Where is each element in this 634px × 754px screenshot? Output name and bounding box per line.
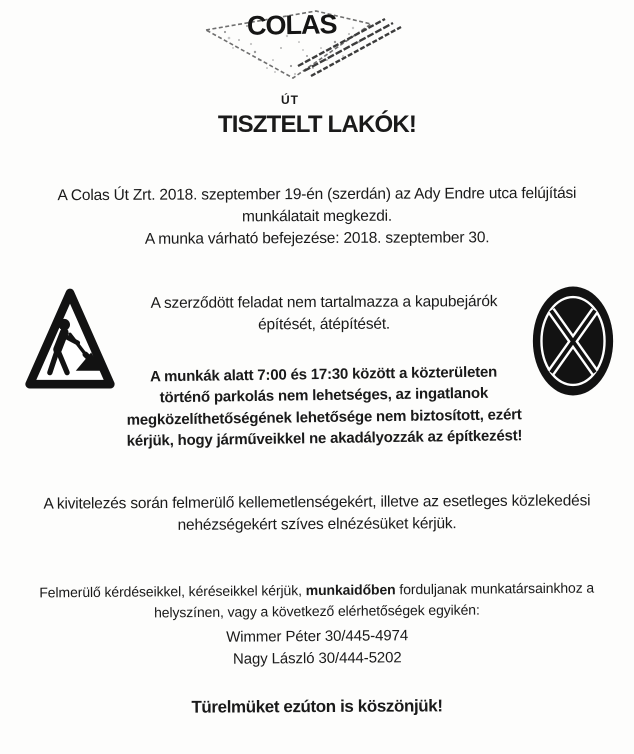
contact-text-prefix: Felmerülő kérdéseikkel, kéréseikkel kérjük, <box>39 582 306 601</box>
roadworks-sign-icon <box>22 284 118 396</box>
apology-paragraph: A kivitelezés során felmerülő kellemetlenségekért, illetve az esetleges közlekedési nehézségekért szíves elnézésüket kérjük. <box>43 492 591 535</box>
no-stopping-sign-icon <box>530 280 616 402</box>
notice-row <box>22 276 616 449</box>
contact-paragraph <box>8 577 626 624</box>
contact-bold-word: munkaidőben <box>305 581 396 599</box>
contact-block <box>8 577 627 672</box>
intro-line-deadline: A munka várható befejezése: 2018. szeptember 30. <box>144 229 490 249</box>
page-title: TISZTELT LAKÓK! <box>217 111 417 138</box>
notice-text-block <box>118 276 530 449</box>
contact-text-suffix: forduljanak munkatársainkhoz a helyszínen, vagy a következő elérhetőségek egyikén: <box>153 579 595 621</box>
colas-logo <box>203 8 409 84</box>
contact-persons <box>8 623 626 672</box>
colas-logo-text: COLAS <box>246 9 337 41</box>
contract-note-paragraph: A szerződött feladat nem tartalmazza a kapubejárók építését, átépítését. <box>150 293 498 334</box>
thanks-line: Türelmüket ezúton is köszönjük! <box>191 696 443 717</box>
logo-subtitle: ÚT <box>281 93 299 107</box>
contact-person <box>8 645 626 672</box>
parking-restriction-paragraph: A munkák alatt 7:00 és 17:30 között a közterületen történő parkolás nem lehetséges, az ingatlanok megközelíthetőségének lehetősége nem biztosított, ezért kérjük, hogy járműveikkel ne akadályozzák az építkezést! <box>126 363 523 450</box>
person-name: Wimmer Péter <box>226 627 321 646</box>
intro-paragraph <box>22 183 612 252</box>
phone-number: 30/444-5202 <box>318 649 402 667</box>
intro-line-start: A Colas Út Zrt. 2018. szeptember 19-én (szerdán) az Ady Endre utca felújítási munkálatait megkezdi. <box>57 184 577 226</box>
phone-number: 30/445-4974 <box>324 627 409 645</box>
person-name: Nagy László <box>232 649 315 668</box>
